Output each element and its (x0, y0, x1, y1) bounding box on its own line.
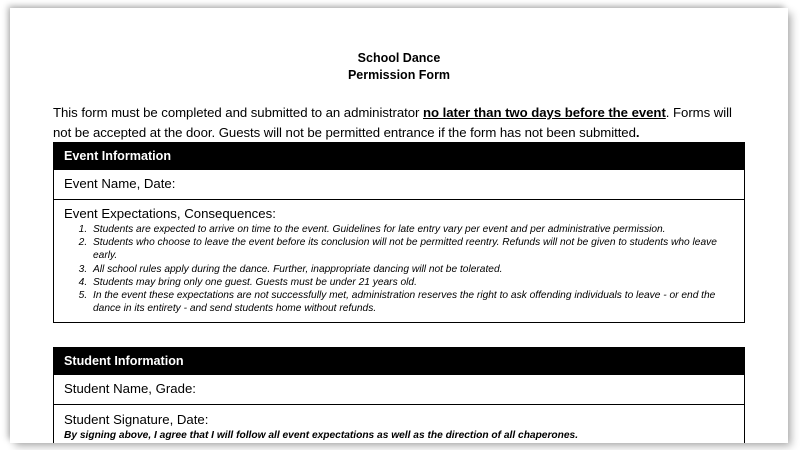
event-name-date-cell[interactable] (54, 170, 745, 200)
table-row (54, 170, 745, 200)
list-item: 1. Students are expected to arrive on time to the event. Guidelines for late entry vary per event and per administrative permission. (90, 223, 736, 236)
list-item: 5. In the event these expectations are not successfully met, administration reserves the right to ask offending individuals to leave - or end the dance in its entirety - and send students home without refunds. (90, 289, 736, 315)
intro-text-part-1: This form must be completed and submitted to an administrator (53, 105, 423, 120)
page-title (10, 8, 788, 83)
table-row (54, 200, 745, 323)
table-row (54, 375, 745, 405)
event-expectations-list (64, 223, 744, 315)
list-item: 3. All school rules apply during the dance. Further, inappropriate dancing will not be tolerated. (90, 263, 736, 276)
student-information-table (53, 347, 745, 443)
list-item: 4. Students may bring only one guest. Guests must be under 21 years old. (90, 276, 736, 289)
event-name-date-label: Event Name, Date: (64, 176, 176, 191)
document-page (10, 8, 788, 443)
intro-paragraph (10, 83, 758, 142)
table-row (54, 405, 745, 443)
student-information-heading: Student Information (54, 348, 745, 375)
page-title-line-1: School Dance (357, 51, 441, 65)
event-expectations-label: Event Expectations, Consequences: (64, 206, 276, 221)
event-expectations-cell (54, 200, 745, 323)
student-signature-label: Student Signature, Date: (64, 412, 209, 428)
student-name-grade-cell[interactable] (54, 375, 745, 405)
event-information-heading: Event Information (54, 143, 745, 170)
table-row (54, 348, 745, 375)
page-title-line-2: Permission Form (347, 67, 451, 82)
student-signature-cell[interactable] (54, 405, 745, 443)
event-information-table (53, 142, 745, 323)
intro-text-part-2: . Forms will not be accepted at the door. Guests will not be permitted entrance if the form has not been submitted (53, 105, 732, 140)
student-name-grade-label: Student Name, Grade: (64, 381, 196, 397)
intro-emphasis: no later than two days before the event (422, 105, 666, 120)
list-item: 2. Students who choose to leave the event before its conclusion will not be permitted reentry. Refunds will not be given to students who leave early. (90, 236, 736, 262)
table-row (54, 143, 745, 170)
page-shadow (10, 8, 788, 443)
section-spacer (10, 323, 788, 347)
intro-text-part-3: . (635, 124, 640, 140)
student-signature-note: By signing above, I agree that I will follow all event expectations as well as the direction of all chaperones. (64, 430, 579, 442)
